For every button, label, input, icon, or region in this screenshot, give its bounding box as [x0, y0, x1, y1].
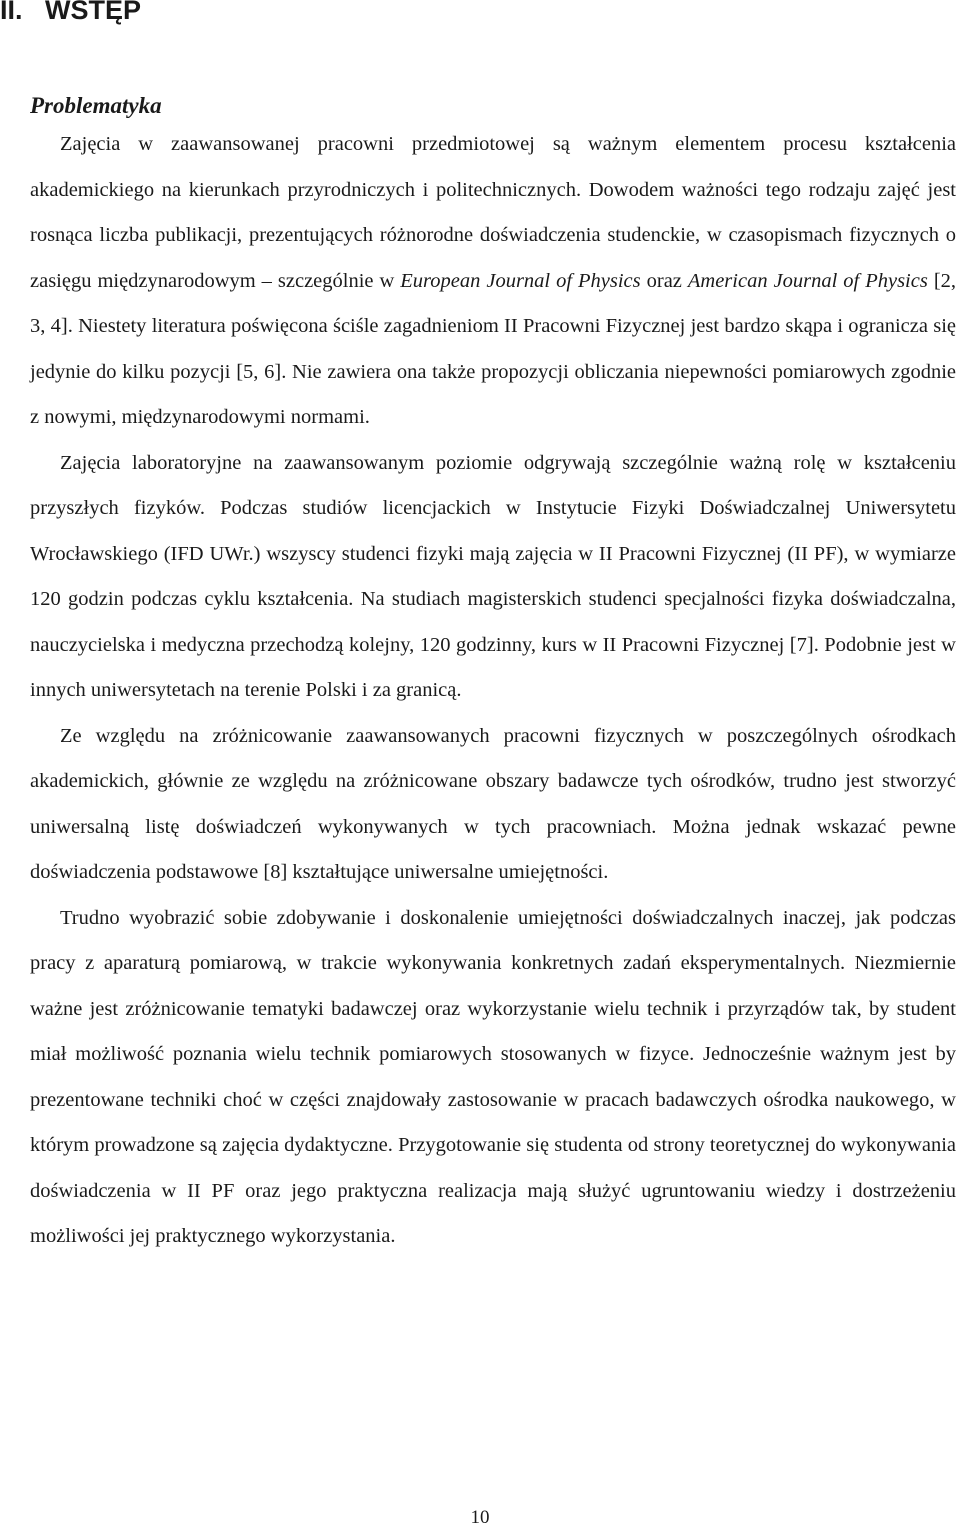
- paragraph-3: [30, 714, 956, 896]
- section-title: Problematyka: [30, 93, 162, 118]
- journal-title: European Journal of Physics: [400, 269, 641, 292]
- paragraph-1: [30, 122, 956, 441]
- chapter-number: II.: [0, 0, 23, 25]
- page-number: 10: [470, 1507, 490, 1528]
- paragraph-text: Ze względu na zróżnicowanie zaawansowanych pracowni fizycznych w poszczególnych ośrodkach akademickich, głównie ze względu na zróżnicowane obszary badawcze tych ośrodków, trudno jest stworzyć uniwersalną listę doświadczeń wykonywanych w tych pracowniach. Można jednak wskazać pewne doświadczenia podstawowe [8] kształtujące uniwersalne umiejętności.: [30, 724, 956, 883]
- paragraph-2: [30, 441, 956, 714]
- paragraph-4: [30, 896, 956, 1260]
- journal-title: American Journal of Physics: [687, 269, 928, 292]
- paragraph-text: Zajęcia laboratoryjne na zaawansowanym poziomie odgrywają szczególnie ważną rolę w kształceniu przyszłych fizyków. Podczas studiów licencjackich w Instytucie Fizyki Doświadczalnej Uniwersytetu Wrocławskiego (IFD UWr.) wszyscy studenci fizyki mają zajęcia w II Pracowni Fizycznej (II PF), w wymiarze 120 godzin podczas cyklu kształcenia. Na studiach magisterskich studenci specjalności fizyka doświadczalna, nauczycielska i medyczna przechodzą kolejny, 120 godzinny, kurs w II Pracowni Fizycznej [7]. Podobnie jest w innych uniwersytetach na terenie Polski i za granicą.: [30, 451, 956, 701]
- paragraph-text: [2, 3, 4]. Niestety literatura poświęcona ściśle zagadnieniom II Pracowni Fizycznej jest bardzo skąpa i ogranicza się jedynie do kilku pozycji [5, 6]. Nie zawiera ona także propozycji obliczania niepewności pomiarowych zgodnie z nowymi, międzynarodowymi normami.: [30, 269, 957, 428]
- paragraph-text: Trudno wyobrazić sobie zdobywanie i doskonalenie umiejętności doświadczalnych inaczej, jak podczas pracy z aparaturą pomiarową, w trakcie wykonywania konkretnych zadań eksperymentalnych. Niezmiernie ważne jest zróżnicowanie tematyki badawczej oraz wykorzystanie wielu technik i przyrządów tak, by student miał możliwość poznania wielu technik pomiarowych stosowanych w fizyce. Jednocześnie ważnym jest by prezentowane techniki choć w części znajdowały zastosowanie w pracach badawczych ośrodka naukowego, w którym prowadzone są zajęcia dydaktyczne. Przygotowanie się studenta od strony teoretycznej do wykonywania doświadczenia w II PF oraz jego praktyczna realizacja mają służyć ugruntowaniu wiedzy i dostrzeżeniu możliwości jej praktycznego wykorzystania.: [30, 906, 956, 1247]
- document-body: [30, 90, 956, 1260]
- chapter-title: WSTĘP: [45, 0, 142, 25]
- chapter-heading: [0, 0, 141, 26]
- paragraph-text: oraz: [640, 269, 688, 292]
- paragraph-text: Zajęcia w zaawansowanej pracowni przedmiotowej są ważnym elementem procesu kształcenia akademickiego na kierunkach przyrodniczych i politechnicznych. Dowodem ważności tego rodzaju zajęć jest rosnąca liczba publikacji, prezentujących różnorodne doświadczenia studenckie, w czasopismach fizycznych o zasięgu międzynarodowym – szczególnie w: [30, 133, 956, 292]
